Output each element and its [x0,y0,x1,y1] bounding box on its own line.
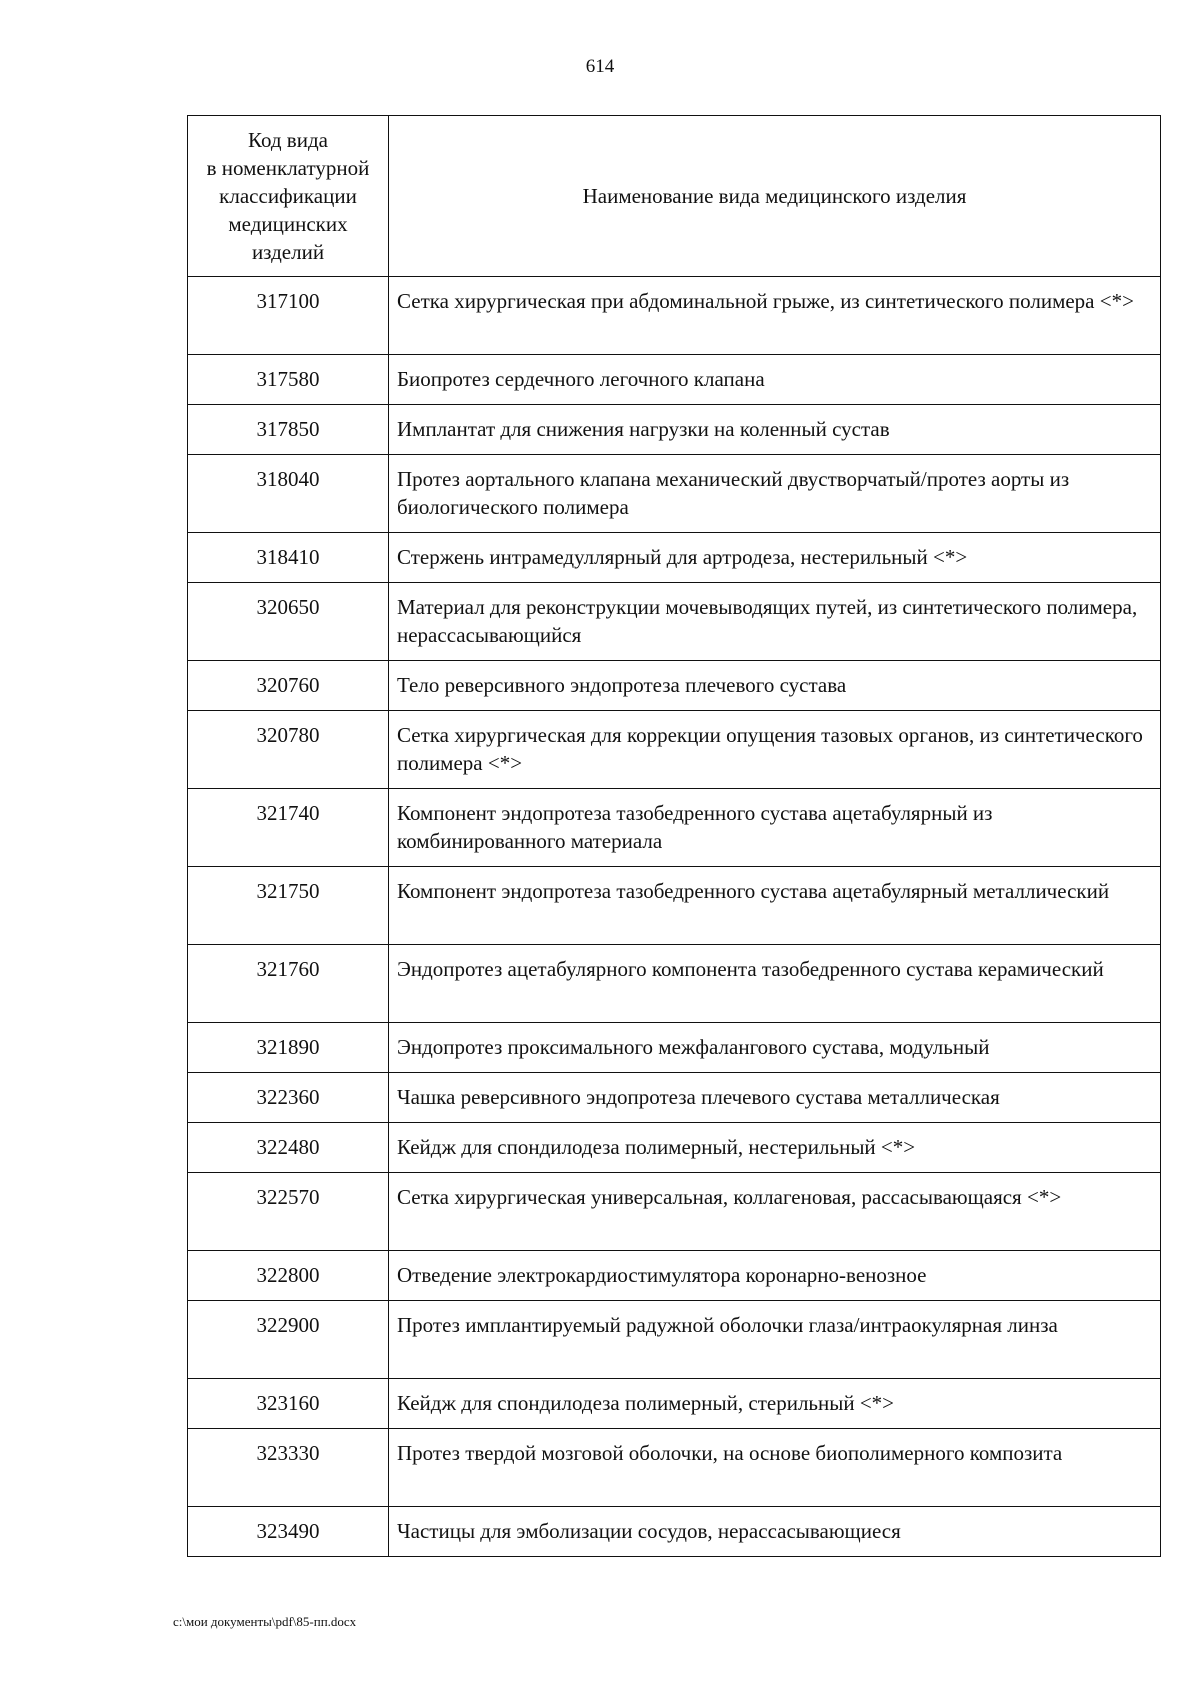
table-row [188,1251,1161,1301]
table-row [188,1379,1161,1429]
device-name: Имплантат для снижения нагрузки на коленный сустав [389,405,1161,455]
table-row [188,1023,1161,1073]
device-name: Протез имплантируемый радужной оболочки глаза/интраокулярная линза [389,1301,1161,1379]
table-row [188,661,1161,711]
device-code: 320780 [188,711,389,789]
device-name: Тело реверсивного эндопротеза плечевого сустава [389,661,1161,711]
page-number: 614 [585,56,615,77]
device-name: Частицы для эмболизации сосудов, нерассасывающиеся [389,1507,1161,1557]
device-code: 321890 [188,1023,389,1073]
device-name: Биопротез сердечного легочного клапана [389,355,1161,405]
device-name: Отведение электрокардиостимулятора коронарно-венозное [389,1251,1161,1301]
device-code: 320650 [188,583,389,661]
device-name: Сетка хирургическая универсальная, коллагеновая, рассасывающаяся <*> [389,1173,1161,1251]
device-code: 317100 [188,277,389,355]
device-code: 320760 [188,661,389,711]
table-row [188,355,1161,405]
device-name: Кейдж для спондилодеза полимерный, стерильный <*> [389,1379,1161,1429]
name-column-header: Наименование вида медицинского изделия [389,116,1161,277]
device-name: Эндопротез ацетабулярного компонента тазобедренного сустава керамический [389,945,1161,1023]
device-code: 321740 [188,789,389,867]
table-row [188,945,1161,1023]
medical-device-table [187,115,1161,1557]
device-name: Эндопротез проксимального межфалангового сустава, модульный [389,1023,1161,1073]
table-row [188,711,1161,789]
device-name: Компонент эндопротеза тазобедренного сустава ацетабулярный металлический [389,867,1161,945]
device-code: 322900 [188,1301,389,1379]
device-name: Сетка хирургическая для коррекции опущения тазовых органов, из синтетического полимера <*> [389,711,1161,789]
table-row [188,277,1161,355]
device-name: Протез твердой мозговой оболочки, на основе биополимерного композита [389,1429,1161,1507]
table-row [188,1301,1161,1379]
device-code: 322570 [188,1173,389,1251]
device-code: 318040 [188,455,389,533]
table-header-row [188,116,1161,277]
table-row [188,405,1161,455]
table-row [188,533,1161,583]
table-row [188,867,1161,945]
table-row [188,455,1161,533]
code-column-header: Код вида в номенклатурной классификации медицинских изделий [188,116,389,277]
device-name: Чашка реверсивного эндопротеза плечевого сустава металлическая [389,1073,1161,1123]
device-code: 323490 [188,1507,389,1557]
device-name: Материал для реконструкции мочевыводящих путей, из синтетического полимера, нерассасывающийся [389,583,1161,661]
table-row [188,1507,1161,1557]
table-row [188,583,1161,661]
device-name: Сетка хирургическая при абдоминальной грыже, из синтетического полимера <*> [389,277,1161,355]
device-code: 322360 [188,1073,389,1123]
device-code: 323330 [188,1429,389,1507]
device-name: Протез аортального клапана механический двустворчатый/протез аорты из биологического полимера [389,455,1161,533]
footer-file-path: c:\мои документы\pdf\85-пп.docx [173,1614,357,1629]
table-row [188,1073,1161,1123]
device-code: 321750 [188,867,389,945]
device-code: 317850 [188,405,389,455]
table-row [188,789,1161,867]
device-code: 322800 [188,1251,389,1301]
device-code: 321760 [188,945,389,1023]
table-row [188,1123,1161,1173]
device-code: 322480 [188,1123,389,1173]
device-code: 317580 [188,355,389,405]
device-name: Кейдж для спондилодеза полимерный, нестерильный <*> [389,1123,1161,1173]
device-code: 323160 [188,1379,389,1429]
device-name: Компонент эндопротеза тазобедренного сустава ацетабулярный из комбинированного материала [389,789,1161,867]
device-name: Стержень интрамедуллярный для артродеза, нестерильный <*> [389,533,1161,583]
table-row [188,1173,1161,1251]
table-row [188,1429,1161,1507]
device-code: 318410 [188,533,389,583]
